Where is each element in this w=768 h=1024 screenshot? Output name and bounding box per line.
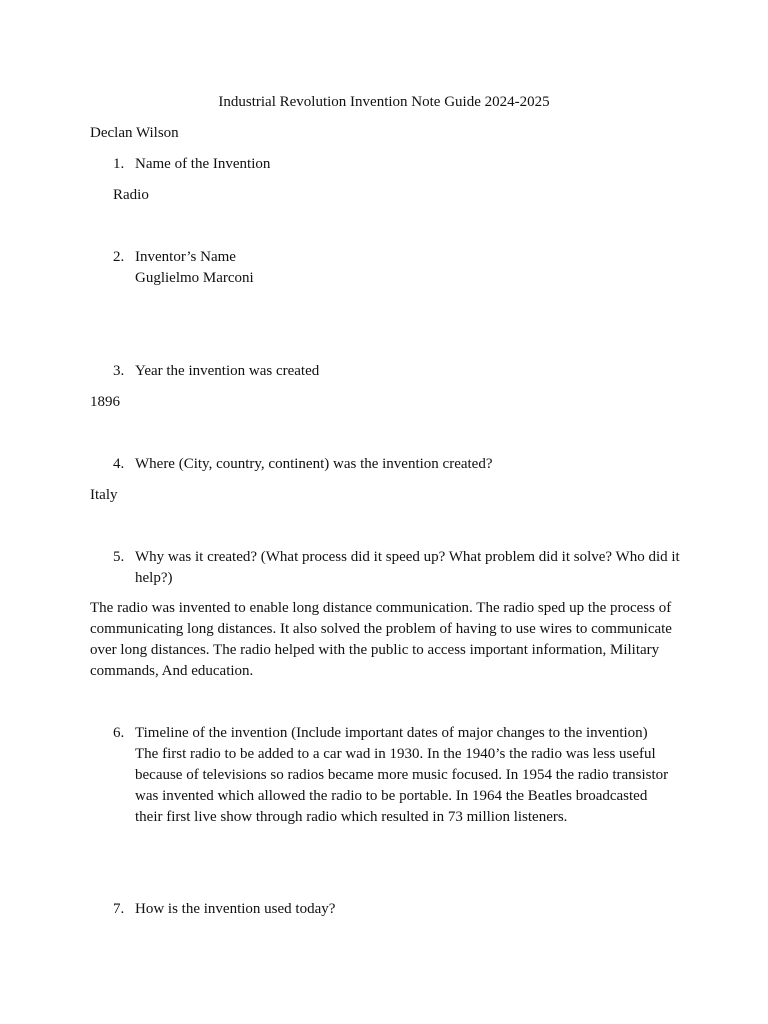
answer-text: 1896 [90, 394, 120, 410]
question-number: 3. [113, 363, 125, 379]
question-number: 4. [113, 456, 125, 472]
question-number: 1. [113, 156, 125, 172]
question-prompt: Timeline of the invention (Include important dates of major changes to the invention) [135, 725, 648, 741]
answer-paragraph: The first radio to be added to a car wad in 1930. In the 1940’s the radio was less useful because of televisions so radios became more music focused. In 1954 the radio transistor was invented which allowed the radio to be portable. In 1964 the Beatles broadcasted their first live show through radio which resulted in 73 million listeners. [135, 746, 669, 825]
question-number: 5. [113, 549, 125, 565]
document-title: Industrial Revolution Invention Note Guide 2024-2025 [218, 94, 550, 110]
question-prompt: Why was it created? (What process did it speed up? What problem did it solve? Who did it help?) [135, 549, 680, 586]
question-number: 2. [113, 249, 125, 265]
question-prompt: Inventor’s Name [135, 249, 236, 265]
question-prompt: Where (City, country, continent) was the invention created? [135, 456, 493, 472]
answer-paragraph: The radio was invented to enable long distance communication. The radio sped up the process of communicating long distances. It also solved the problem of having to use wires to communicate over long distances. The radio helped with the public to access important information, Military commands, And education. [90, 600, 672, 679]
question-number: 7. [113, 901, 125, 917]
question-number: 6. [113, 725, 125, 741]
answer-text: Italy [90, 487, 118, 503]
student-name: Declan Wilson [90, 125, 179, 141]
question-prompt: How is the invention used today? [135, 901, 336, 917]
answer-text: Guglielmo Marconi [135, 270, 254, 286]
answer-text: Radio [113, 187, 149, 203]
question-prompt: Name of the Invention [135, 156, 271, 172]
question-prompt: Year the invention was created [135, 363, 320, 379]
